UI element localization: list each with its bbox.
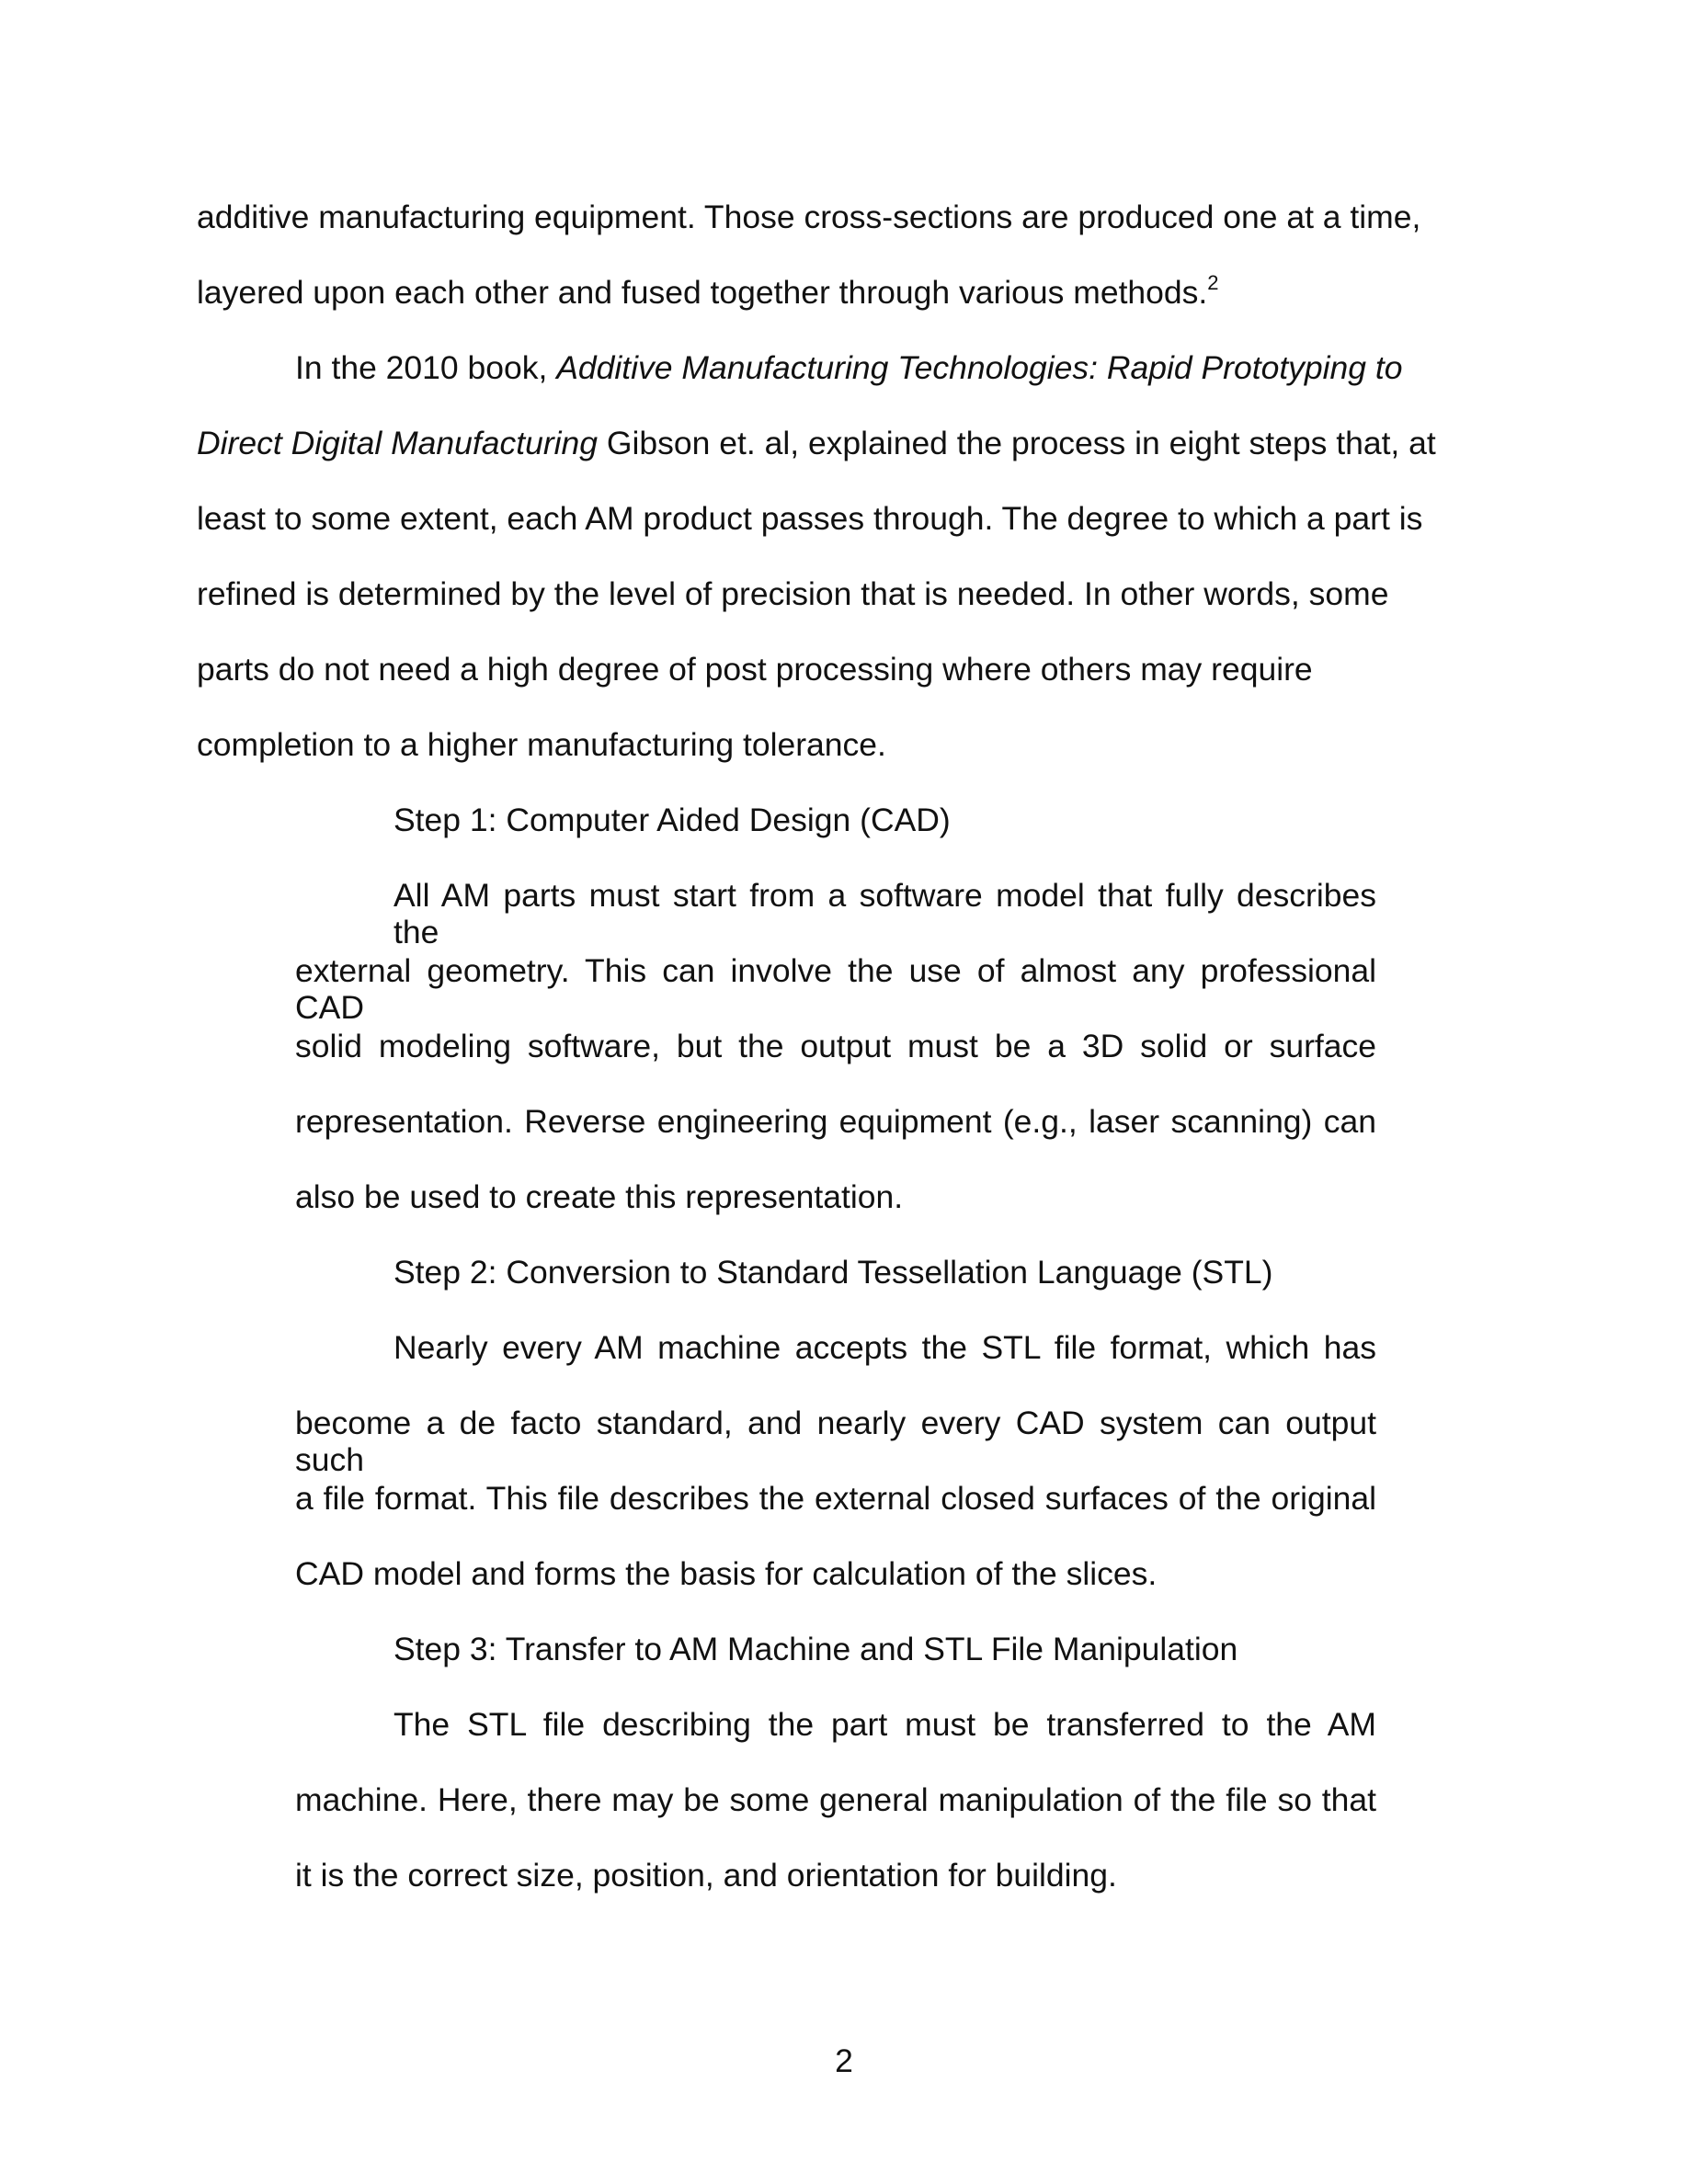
footnote-reference: 2 <box>1207 271 1219 295</box>
paragraph-line-4: refined is determined by the level of precision that is needed. In other words, some <box>197 575 1389 612</box>
step-1-line-3: solid modeling software, but the output must be a 3D solid or surface <box>295 1028 1376 1064</box>
step-1-line-4: representation. Reverse engineering equipment (e.g., laser scanning) can <box>295 1103 1376 1140</box>
step-3-line-1: The STL file describing the part must be transferred to the AM <box>393 1706 1376 1743</box>
book-title-part-2: Direct Digital Manufacturing <box>197 425 599 461</box>
intro-line-1: additive manufacturing equipment. Those cross-sections are produced one at a time, <box>197 199 1421 235</box>
paragraph-line-2 <box>197 425 1436 461</box>
paragraph-line-1-prefix: In the 2010 book, <box>295 349 557 386</box>
step-2-line-3: a file format. This file describes the external closed surfaces of the original <box>295 1480 1376 1517</box>
intro-line-2 <box>197 271 1219 311</box>
paragraph-line-5: parts do not need a high degree of post processing where others may require <box>197 651 1313 688</box>
book-title-part-1: Additive Manufacturing Technologies: Rapid Prototyping to <box>556 349 1403 386</box>
step-3-heading: Step 3: Transfer to AM Machine and STL File Manipulation <box>393 1631 1238 1667</box>
paragraph-line-6: completion to a higher manufacturing tolerance. <box>197 726 886 763</box>
intro-line-2-text: layered upon each other and fused together through various methods. <box>197 274 1208 311</box>
step-1-heading: Step 1: Computer Aided Design (CAD) <box>393 802 951 838</box>
step-2-line-2: become a de facto standard, and nearly every CAD system can output such <box>295 1405 1376 1478</box>
step-1-line-2: external geometry. This can involve the use of almost any professional CAD <box>295 952 1376 1026</box>
page-number: 2 <box>835 2042 853 2079</box>
paragraph-line-2-suffix: Gibson et. al, explained the process in eight steps that, at <box>598 425 1436 461</box>
step-2-heading: Step 2: Conversion to Standard Tessellation Language (STL) <box>393 1254 1273 1291</box>
step-3-line-2: machine. Here, there may be some general manipulation of the file so that <box>295 1781 1376 1818</box>
step-1-line-5: also be used to create this representation. <box>295 1178 904 1215</box>
step-3-line-3: it is the correct size, position, and orientation for building. <box>295 1857 1117 1894</box>
paragraph-line-1 <box>295 349 1403 386</box>
step-1-line-1: All AM parts must start from a software model that fully describes the <box>393 877 1376 950</box>
step-2-line-1: Nearly every AM machine accepts the STL file format, which has <box>393 1329 1376 1366</box>
paragraph-line-3: least to some extent, each AM product passes through. The degree to which a part is <box>197 500 1423 537</box>
step-2-line-4: CAD model and forms the basis for calculation of the slices. <box>295 1555 1158 1592</box>
